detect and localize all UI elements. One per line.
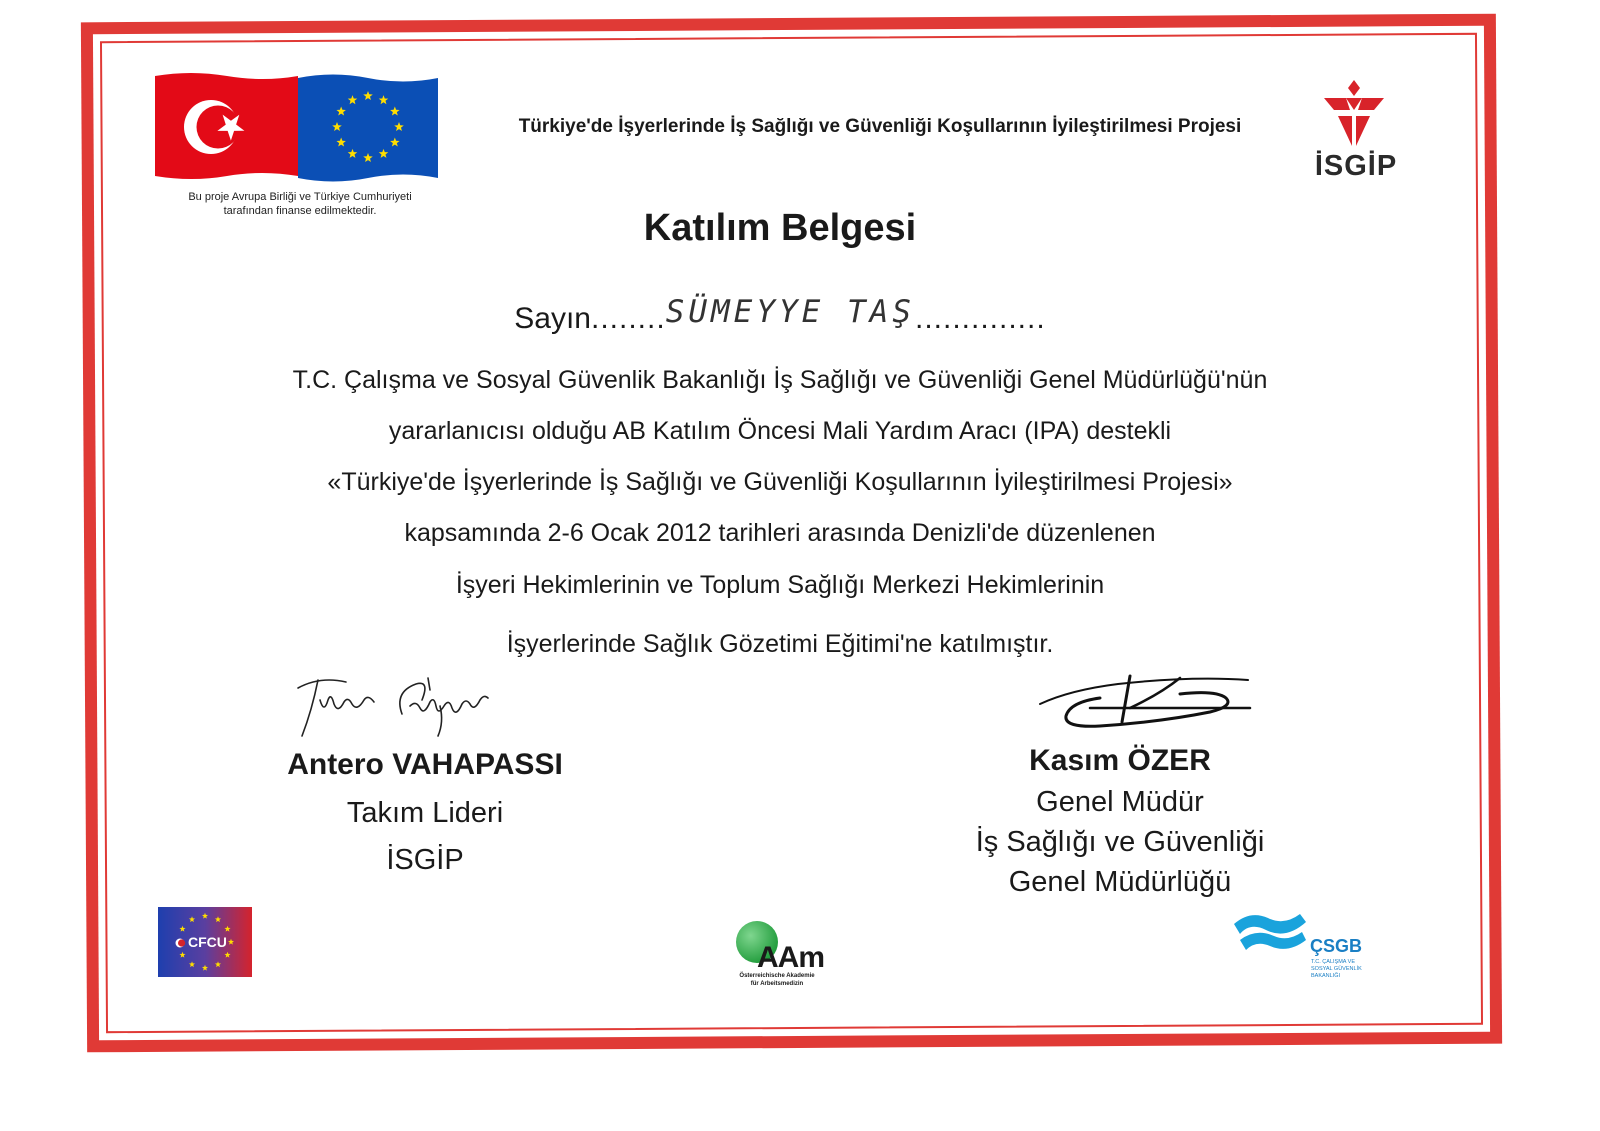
signatory-right-title: Genel Müdür [1036,786,1204,818]
salutation-label: Sayın [514,302,591,335]
body-line: T.C. Çalışma ve Sosyal Güvenlik Bakanlığı İş Sağlığı ve Güvenliği Genel Müdürlüğü'nün [292,366,1268,394]
signatory-right-department: Genel Müdürlüğü [1008,866,1232,898]
aam-logo-text: AAm [757,941,825,974]
cfcu-star-icon [202,965,208,971]
signature-left-icon [290,670,550,740]
cfcu-star-icon [189,916,195,922]
cfcu-star-icon [189,961,195,967]
funding-note-line: Bu proje Avrupa Birliği ve Türkiye Cumhuriyeti [188,191,412,203]
cfcu-logo-text: CFCU [188,934,227,950]
cfcu-star-icon [202,913,208,919]
signatory-right-department: İş Sağlığı ve Güvenliği [975,826,1265,858]
cfcu-logo [158,907,252,977]
cfcu-star-icon [215,916,221,922]
turkey-flag [155,72,298,182]
csgb-logo-icon [1230,908,1310,954]
funding-note-line: tarafından finanse edilmektedir. [223,205,377,217]
csgb-logo-text: ÇSGB [1310,936,1363,956]
cfcu-star-icon [228,939,234,945]
isgip-logo-text: İSGİP [1314,150,1398,182]
body-line: «Türkiye'de İşyerlerinde İş Sağlığı ve Güvenliği Koşullarının İyileştirilmesi Projesi» [327,468,1233,496]
body-line: İşyerlerinde Sağlık Gözetimi Eğitimi'ne katılmıştır. [506,630,1054,658]
isgip-logo-icon [1322,80,1386,150]
aam-caption-line: für Arbeitsmedizin [750,981,804,987]
body-line: İşyeri Hekimlerinin ve Toplum Sağlığı Merkezi Hekimlerinin [455,571,1105,599]
eu-flag [298,74,438,184]
signatory-left-organization: İSGİP [386,844,464,876]
document-title: Katılım Belgesi [643,207,917,249]
funding-note [155,190,445,218]
recipient-name: SÜMEYYE TAŞ [665,294,915,330]
signatory-left-name: Antero VAHAPASSI [287,748,563,781]
salutation-line [0,294,1560,336]
cfcu-star-icon [224,926,230,932]
project-title: Türkiye'de İşyerlerinde İş Sağlığı ve Güvenliği Koşullarının İyileştirilmesi Projesi [518,116,1242,137]
csgb-caption-line: T.C. ÇALIŞMA VE [1311,959,1356,965]
signatory-right-name: Kasım ÖZER [1029,744,1211,777]
trailing-dots: .............. [915,302,1046,335]
aam-caption [712,972,842,988]
cfcu-star-icon [179,952,185,958]
leading-dots: ........ [591,302,666,335]
cfcu-star-icon [224,952,230,958]
signatory-left-role: Takım Lideri [346,797,504,829]
csgb-caption-line: SOSYAL GÜVENLİK [1311,966,1362,972]
cfcu-star-icon [179,926,185,932]
body-line: kapsamında 2-6 Ocak 2012 tarihleri arasında Denizli'de düzenlenen [404,519,1156,547]
aam-caption-line: Österreichische Akademie [739,973,815,979]
signature-right-icon [1030,668,1260,738]
csgb-caption [1311,959,1362,980]
csgb-caption-line: BAKANLIĞI [1311,973,1341,979]
body-line: yararlanıcısı olduğu AB Katılım Öncesi Mali Yardım Aracı (IPA) destekli [388,417,1172,445]
cfcu-star-icon [215,961,221,967]
